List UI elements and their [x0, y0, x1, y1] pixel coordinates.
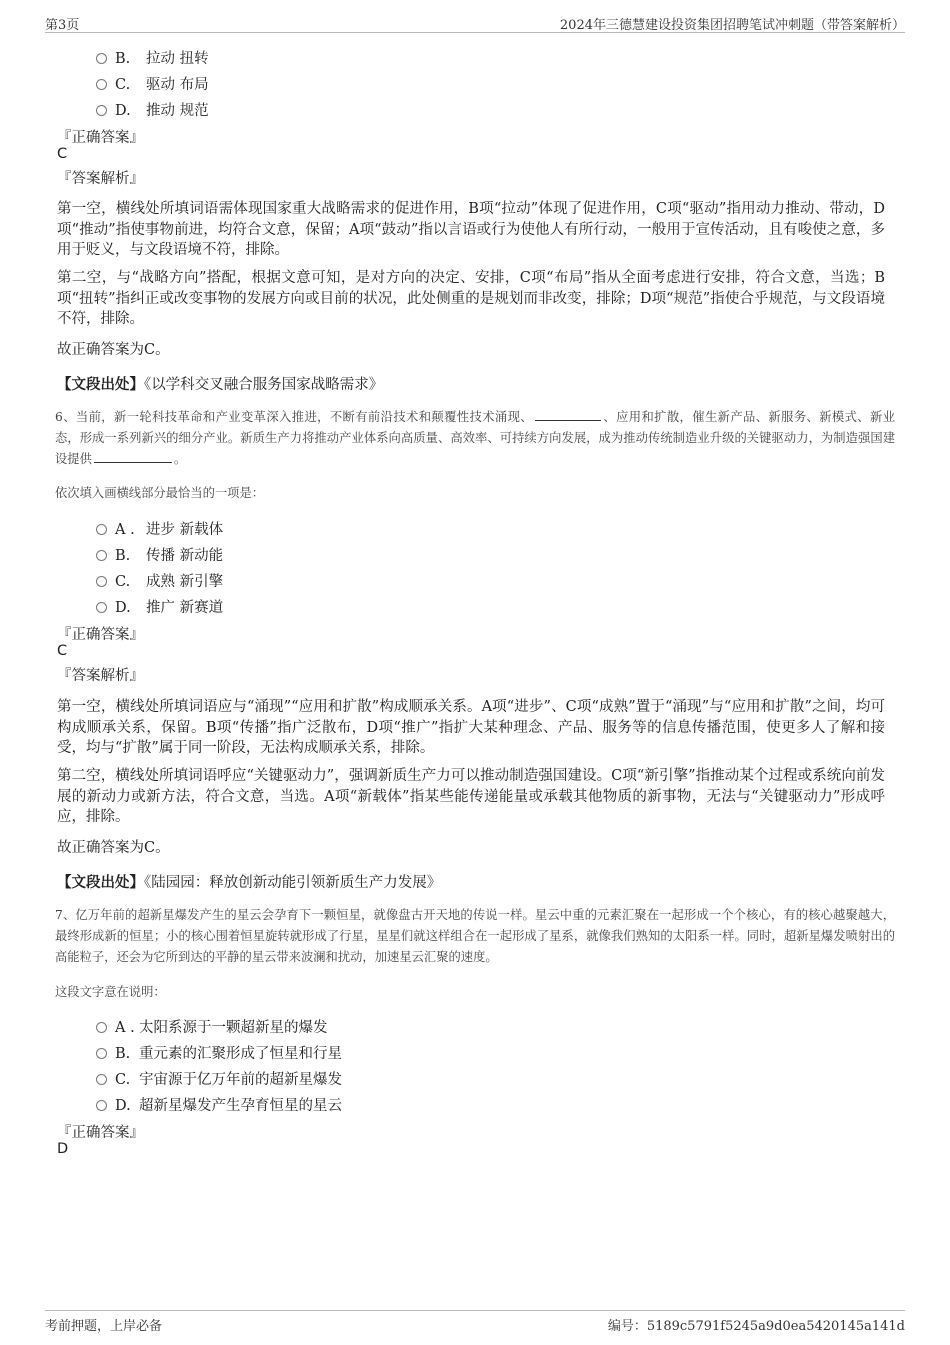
page-number: 第3页 [45, 18, 80, 33]
radio-icon[interactable] [96, 79, 107, 90]
radio-icon[interactable] [96, 1100, 107, 1111]
radio-icon[interactable] [96, 1022, 107, 1033]
q7-option-c[interactable]: C. 宇宙源于亿万年前的超新星爆发 [96, 1068, 342, 1088]
q6-option-a[interactable]: A . 进步 新载体 [96, 518, 223, 538]
q5-option-c[interactable]: C. 驱动 布局 [96, 73, 209, 93]
radio-icon[interactable] [96, 524, 107, 535]
document-title: 2024年三德慧建设投资集团招聘笔试冲刺题（带答案解析） [559, 18, 905, 33]
radio-icon[interactable] [96, 1048, 107, 1059]
footer-slogan: 考前押题，上岸必备 [45, 1319, 163, 1334]
q6-source [57, 871, 441, 892]
q7-option-a[interactable]: A . 太阳系源于一颗超新星的爆发 [96, 1016, 328, 1036]
q6-prompt: 依次填入画横线部分最恰当的一项是： [55, 486, 265, 500]
page-header [45, 12, 905, 33]
page-footer [45, 1310, 905, 1335]
q7-option-b[interactable]: B. 重元素的汇聚形成了恒星和行星 [96, 1042, 342, 1062]
radio-icon[interactable] [96, 602, 107, 613]
q5-analysis-label: 『答案解析』 [57, 171, 144, 187]
source-label: 【文段出处】 [57, 376, 144, 393]
q5-option-d[interactable]: D. 推动 规范 [96, 99, 209, 119]
fill-blank-2 [94, 450, 172, 463]
q6-option-b[interactable]: B. 传播 新动能 [96, 544, 223, 564]
q7-prompt: 这段文字意在说明： [55, 985, 166, 999]
q6-answer: C [57, 643, 68, 659]
radio-icon[interactable] [96, 550, 107, 561]
source-title: 《陆园园：释放创新动能引领新质生产力发展》 [144, 875, 442, 891]
q5-source [57, 373, 383, 394]
q5-analysis-p1: 第一空，横线处所填词语需体现国家重大战略需求的促进作用，B项“拉动”体现了促进作用，C项“驱动”指用动力推动、带动，D项“推动”指使事物前进，均符合文意，保留；A项“鼓动”指以言语或行为使他人有所行动，一般用于宣传活动，且有唆使之意，多用于贬义，与文段语境不符，排除。 [57, 201, 885, 258]
q5-analysis-p3: 故正确答案为C。 [57, 342, 170, 358]
source-label: 【文段出处】 [57, 874, 144, 891]
q7-option-d[interactable]: D. 超新星爆发产生孕育恒星的星云 [96, 1094, 342, 1114]
q6-analysis-p3: 故正确答案为C。 [57, 840, 170, 856]
footer-code: 编号：5189c5791f5245a9d0ea5420145a141d [607, 1319, 905, 1334]
q7-answer-label: 『正确答案』 [57, 1125, 144, 1141]
q7-stem: 7、亿万年前的超新星爆发产生的星云会孕育下一颗恒星，就像盘古开天地的传说一样。星云中重的元素汇聚在一起形成一个个核心，有的核心越聚越大，最终形成新的恒星；小的核心围着恒星旋转就形成了行星，星星们就这样组合在一起形成了星系，就像我们熟知的太阳系一样。同时，超新星爆发喷射出的高能粒子，还会为它所到达的平静的星云带来波澜和扰动，加速星云汇聚的速度。 [55, 908, 895, 964]
q6-analysis-p2: 第二空，横线处所填词语呼应“关键驱动力”，强调新质生产力可以推动制造强国建设。C项“新引擎”指推动某个过程或系统向前发展的新动力或新方法，符合文意，当选。A项“新载体”指某些能传递能量或承载其他物质的新事物，无法与“关键驱动力”形成呼应，排除。 [57, 768, 885, 825]
q5-answer: C [57, 146, 68, 162]
q6-option-d[interactable]: D. 推广 新赛道 [96, 596, 223, 616]
radio-icon[interactable] [96, 105, 107, 116]
q6-analysis-p1: 第一空，横线处所填词语应与“涌现”“应用和扩散”构成顺承关系。A项“进步”、C项“成熟”置于“涌现”与“应用和扩散”之间，均可构成顺承关系，保留。B项“传播”指广泛散布，D项“推广”指扩大某种理念、产品、服务等的信息传播范围，使更多人了解和接受，均与“扩散”属于同一阶段，无法构成顺承关系，排除。 [57, 699, 885, 756]
q6-stem: 6、当前，新一轮科技革命和产业变革深入推进，不断有前沿技术和颠覆性技术涌现、 、应用和扩散，催生新产品、新服务、新模式、新业态，形成一系列新兴的细分产业。新质生产力将推动产业体系向高质量、高效率、可持续方向发展，成为推动传统制造业升级的关键驱动力，为制造强国建设提供 。 [55, 410, 895, 466]
q5-option-b[interactable]: B. 拉动 扭转 [96, 47, 209, 67]
radio-icon[interactable] [96, 53, 107, 64]
radio-icon[interactable] [96, 576, 107, 587]
q6-option-c[interactable]: C. 成熟 新引擎 [96, 570, 223, 590]
q6-analysis-label: 『答案解析』 [57, 668, 144, 684]
q5-analysis-p2: 第二空，与“战略方向”搭配，根据文意可知，是对方向的决定、安排，C项“布局”指从全面考虑进行安排，符合文意，当选；B项“扭转”指纠正或改变事物的发展方向或目前的状况，此处侧重的是规划而非改变，排除；D项“规范”指使合乎规范，与文段语境不符，排除。 [57, 270, 885, 327]
q6-answer-label: 『正确答案』 [57, 627, 144, 643]
radio-icon[interactable] [96, 1074, 107, 1085]
q5-answer-label: 『正确答案』 [57, 130, 144, 146]
source-title: 《以学科交叉融合服务国家战略需求》 [144, 377, 384, 393]
q7-answer: D [57, 1141, 69, 1157]
fill-blank-1 [535, 408, 601, 421]
